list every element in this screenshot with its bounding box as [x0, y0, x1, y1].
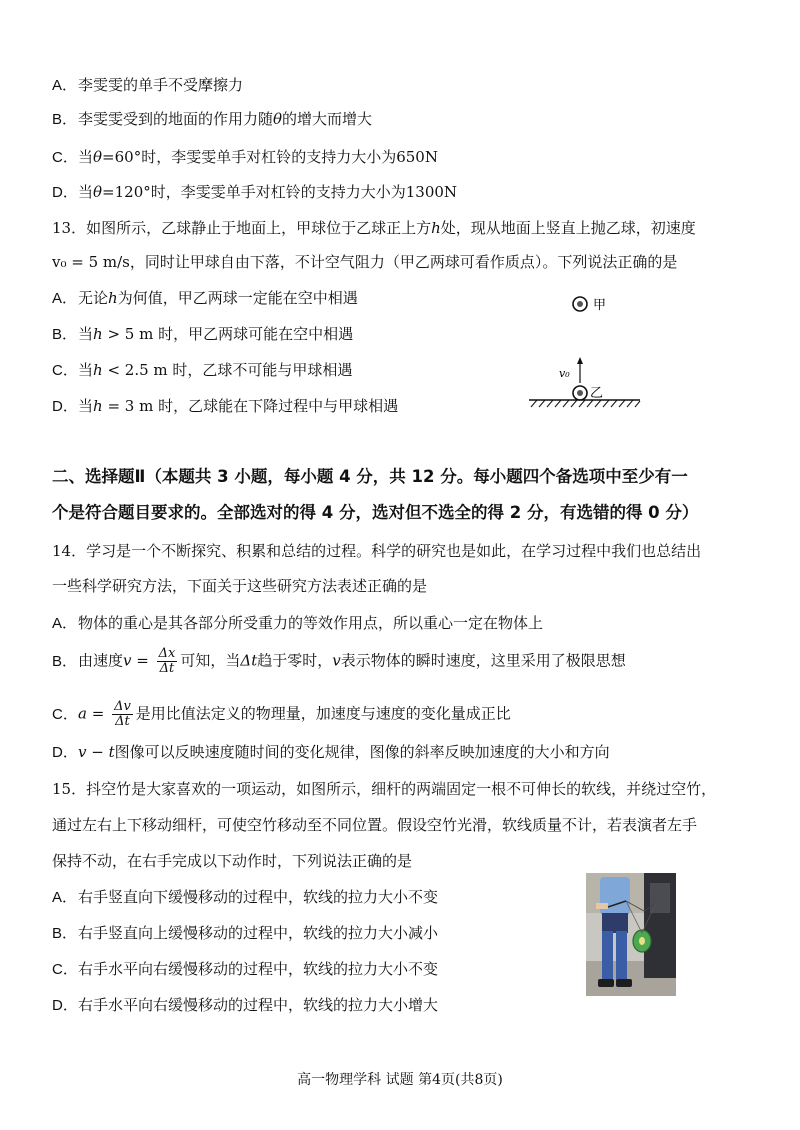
- q12-option-c: [52, 146, 438, 169]
- stem-text: 13．如图所示，乙球静止于地面上，甲球位于乙球正上方: [52, 219, 432, 237]
- option-text: 的增大而增大: [282, 110, 373, 128]
- a-symbol: a: [78, 704, 87, 723]
- q14-stem-line-2: 一些科学研究方法，下面关于这些研究方法表述正确的是: [52, 577, 428, 595]
- ball-jia-label: 甲: [593, 298, 607, 313]
- option-label: A．: [52, 889, 78, 906]
- q15-stem-line-1: 15．抖空竹是大家喜欢的一项运动，如图所示，细杆的两端固定一根不可伸长的软线，并绕过空竹，: [52, 780, 717, 798]
- option-label: A．: [52, 615, 78, 632]
- option-label: B．: [52, 652, 78, 670]
- option-label: B．: [52, 326, 78, 343]
- diabolo-photo-illustration: [586, 873, 676, 996]
- option-label: C．: [52, 362, 78, 379]
- section2-heading-line-1: 二、选择题Ⅱ（本题共 3 小题，每小题 4 分，共 12 分。每小题四个备选项中至少有一: [52, 467, 688, 486]
- q15-option-d: [52, 994, 438, 1017]
- fraction-numerator: Δx: [158, 646, 176, 661]
- option-text: 当: [78, 361, 94, 379]
- equals-sign: =: [86, 704, 110, 723]
- q14-option-c: [52, 700, 511, 729]
- q12-option-b: [52, 108, 372, 131]
- h-symbol: h: [93, 361, 103, 379]
- q12-option-a: [52, 74, 243, 97]
- page-footer: 高一物理学科 试题 第4页(共8页): [297, 1072, 503, 1088]
- q13-option-b: [52, 323, 353, 346]
- option-label: D．: [52, 398, 78, 415]
- h-symbol: h: [93, 325, 103, 343]
- ball-jia-shading: [577, 301, 583, 307]
- q13-option-c: [52, 359, 352, 382]
- q15-stem-line-2: 通过左右上下移动细杆，可使空竹移动至不同位置。假设空竹光滑，软线质量不计，若表演者左手: [52, 816, 698, 834]
- v-symbol: v: [123, 651, 132, 670]
- dt-symbol: Δt: [240, 651, 258, 670]
- option-label: C．: [52, 705, 78, 723]
- q12-option-d: [52, 181, 457, 204]
- q13-stem-line-1: [52, 217, 696, 239]
- option-text: 图像可以反映速度随时间的变化规律，图像的斜率反映加速度的大小和方向: [114, 743, 610, 761]
- q15-option-c: [52, 958, 438, 981]
- ball-yi-label: 乙: [590, 386, 604, 401]
- option-label: C．: [52, 149, 78, 166]
- q13-option-a: [52, 287, 358, 310]
- option-text: 物体的重心是其各部分所受重力的等效作用点，所以重心一定在物体上: [78, 614, 544, 632]
- option-text: > 5 m 时，甲乙两球可能在空中相遇: [102, 325, 354, 343]
- option-text: 右手竖直向下缓慢移动的过程中，软线的拉力大小不变: [78, 888, 439, 906]
- ball-yi-shading: [577, 390, 583, 396]
- option-label: A．: [52, 290, 78, 307]
- theta-symbol: θ: [273, 110, 283, 128]
- option-label: D．: [52, 997, 78, 1014]
- velocity-arrowhead: [577, 357, 583, 364]
- option-text: 可知，当: [180, 651, 241, 670]
- option-text: 李雯雯的单手不受摩擦力: [78, 76, 244, 94]
- q15-option-a: [52, 886, 438, 909]
- option-text: 李雯雯受到的地面的作用力随: [78, 110, 274, 128]
- q14-stem-line-1: 14．学习是一个不断探究、积累和总结的过程。科学的研究也是如此，在学习过程中我们也总结出: [52, 542, 702, 560]
- option-label: D．: [52, 184, 78, 201]
- ground-hatching: [531, 400, 640, 407]
- option-text: < 2.5 m 时，乙球不可能与甲球相遇: [102, 361, 353, 379]
- theta-symbol: θ: [93, 183, 103, 201]
- option-text: 表示物体的瞬时速度，这里采用了极限思想: [340, 651, 626, 670]
- option-text: 当: [78, 148, 94, 166]
- q15-stem-line-3: 保持不动，在右手完成以下动作时，下列说法正确的是: [52, 852, 413, 870]
- option-text: =120°时，李雯雯单手对杠铃的支持力大小为1300N: [102, 183, 458, 201]
- theta-symbol: θ: [93, 148, 103, 166]
- h-symbol: h: [108, 289, 118, 307]
- fraction-dv-dt: [112, 700, 133, 729]
- fraction-dx-dt: [157, 647, 178, 676]
- option-text: 右手水平向右缓慢移动的过程中，软线的拉力大小不变: [78, 960, 439, 978]
- vt-symbol: v − t: [78, 743, 115, 761]
- fraction-denominator: Δt: [159, 661, 175, 676]
- equals-sign: =: [131, 651, 154, 670]
- v-symbol: v: [332, 651, 341, 670]
- option-text: 无论: [78, 289, 109, 307]
- q13-option-d: [52, 395, 398, 418]
- h-symbol: h: [93, 397, 103, 415]
- fraction-numerator: Δv: [114, 699, 131, 714]
- q14-option-b: [52, 647, 626, 676]
- option-text: 当: [78, 325, 94, 343]
- option-text: 当: [78, 397, 94, 415]
- diabolo-photo: [586, 873, 676, 996]
- option-text: = 3 m 时，乙球能在下降过程中与甲球相遇: [102, 397, 399, 415]
- velocity-label: v₀: [559, 367, 570, 380]
- option-text: 由速度: [78, 651, 124, 670]
- option-text: 右手竖直向上缓慢移动的过程中，软线的拉力大小减小: [78, 924, 439, 942]
- option-label: A．: [52, 77, 78, 94]
- option-text: 右手水平向右缓慢移动的过程中，软线的拉力大小增大: [78, 996, 439, 1014]
- option-label: B．: [52, 111, 78, 128]
- option-label: B．: [52, 925, 78, 942]
- h-symbol: h: [431, 219, 441, 237]
- option-label: D．: [52, 744, 78, 761]
- option-label: C．: [52, 961, 78, 978]
- q14-option-a: [52, 612, 543, 635]
- option-text: =60°时，李雯雯单手对杠铃的支持力大小为650N: [102, 148, 438, 166]
- option-text: 当: [78, 183, 94, 201]
- section2-heading-line-2: 个是符合题目要求的。全部选对的得 4 分，选对但不选全的得 2 分，有选错的得 0 分）: [52, 503, 699, 522]
- option-text: 趋于零时，: [257, 651, 333, 670]
- q13-stem-line-2: v₀ = 5 m/s，同时让甲球自由下落，不计空气阻力（甲乙两球可看作质点）。下列说法正确的是: [52, 253, 678, 271]
- q15-option-b: [52, 922, 438, 945]
- stem-text: 处，现从地面上竖直上抛乙球，初速度: [440, 219, 696, 237]
- option-text: 为何值，甲乙两球一定能在空中相遇: [117, 289, 358, 307]
- option-text: 是用比值法定义的物理量，加速度与速度的变化量成正比: [135, 704, 511, 723]
- q13-figure: [525, 285, 650, 415]
- q14-option-d: [52, 741, 610, 764]
- fraction-denominator: Δt: [115, 714, 130, 729]
